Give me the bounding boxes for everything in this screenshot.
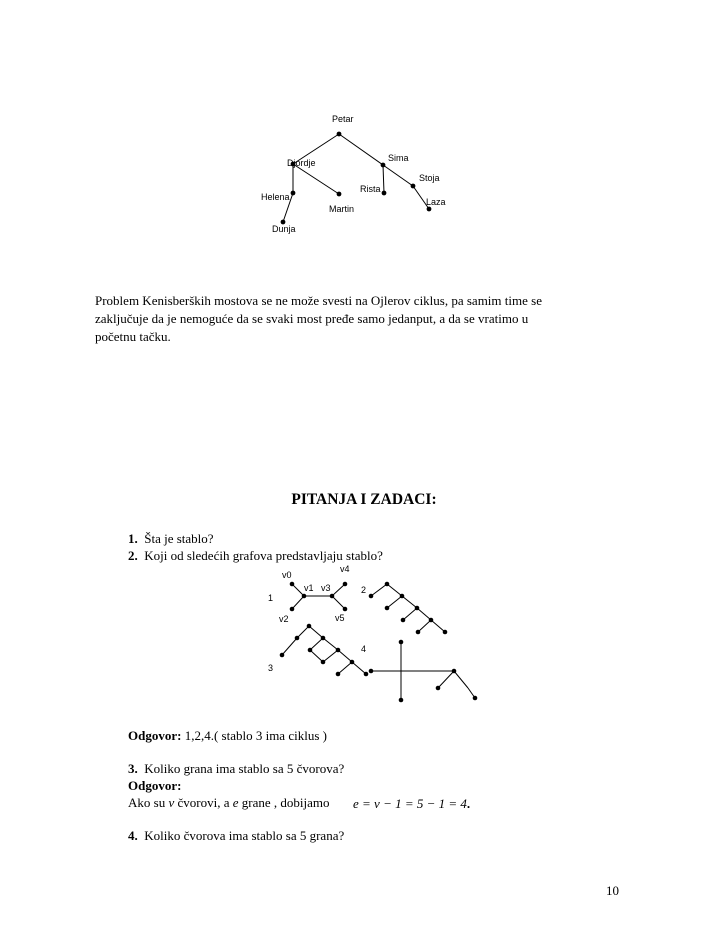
g1-node-v4 <box>343 582 348 587</box>
g3-node <box>336 672 341 677</box>
label-laza: Laza <box>426 197 446 207</box>
g3-node <box>321 636 326 641</box>
graph-3-label: 3 <box>268 663 274 673</box>
answer-1-label: Odgovor: <box>128 728 182 743</box>
g1-node-v3 <box>330 594 335 599</box>
answer-3-part-c: grane , dobijamo <box>238 795 330 810</box>
question-4 <box>128 827 344 844</box>
label-dunja: Dunja <box>272 224 296 234</box>
g3-node <box>308 648 313 653</box>
g3-node <box>336 648 341 653</box>
g4-node <box>473 696 478 701</box>
answer-3-text <box>128 794 329 811</box>
label-v3: v3 <box>321 583 331 593</box>
graph-2-label: 2 <box>361 585 367 595</box>
answer-3-formula <box>353 795 470 812</box>
paragraph-line-2: zaključuje da je nemoguće da se svaki most pređe samo jedanput, a da se vratimo u <box>95 311 529 326</box>
question-1-text: Šta je stablo? <box>144 531 214 546</box>
g4-node <box>369 669 374 674</box>
g1-node-v0 <box>290 582 295 587</box>
g3-node <box>321 660 326 665</box>
section-heading: PITANJA I ZADACI: <box>291 491 437 508</box>
question-4-number: 4. <box>128 828 138 843</box>
paragraph-line-1: Problem Kenisberških mostova se ne može svesti na Ojlerov ciklus, pa samim time se <box>95 293 542 308</box>
paragraph-line-3: početnu tačku. <box>95 329 171 344</box>
answer-3-label: Odgovor: <box>128 778 182 793</box>
answer-3-var-v: v <box>168 795 175 810</box>
label-v0: v0 <box>282 570 292 580</box>
g2-node <box>401 618 406 623</box>
page-number: 10 <box>606 883 619 898</box>
answer-1 <box>128 727 327 744</box>
question-3 <box>128 760 344 777</box>
label-v2: v2 <box>279 614 289 624</box>
g2-node <box>385 582 390 587</box>
g2-node <box>369 594 374 599</box>
label-v4: v4 <box>340 564 350 574</box>
graph-4 <box>361 640 477 703</box>
g1-node-v5 <box>343 607 348 612</box>
question-3-number: 3. <box>128 761 138 776</box>
graph-3 <box>268 624 368 677</box>
g3-node <box>280 653 285 658</box>
g2-node <box>385 606 390 611</box>
label-helena: Helena <box>261 192 290 202</box>
question-2-text: Koji od sledećih grafova predstavljaju stablo? <box>144 548 383 563</box>
question-3-text: Koliko grana ima stablo sa 5 čvorova? <box>144 761 345 776</box>
g4-node <box>436 686 441 691</box>
label-djordje: Djordje <box>287 158 316 168</box>
graph-1 <box>268 564 350 624</box>
formula-text: e = v − 1 = 5 − 1 = 4 <box>353 796 467 811</box>
g3-node <box>364 672 369 677</box>
g2-node <box>443 630 448 635</box>
question-2-number: 2. <box>128 548 138 563</box>
label-v5: v5 <box>335 613 345 623</box>
label-petar: Petar <box>332 114 354 124</box>
graph-1-label: 1 <box>268 593 274 603</box>
graph-2 <box>361 582 447 635</box>
label-martin: Martin <box>329 204 355 214</box>
g3-node <box>307 624 312 629</box>
g4-node <box>399 698 404 703</box>
question-4-text: Koliko čvorova ima stablo sa 5 grana? <box>144 828 345 843</box>
g4-node <box>452 669 457 674</box>
question-1-number: 1. <box>128 531 138 546</box>
label-stoja: Stoja <box>419 173 440 183</box>
g2-node <box>400 594 405 599</box>
g2-node <box>416 630 421 635</box>
g3-node <box>295 636 300 641</box>
g1-node-v2 <box>290 607 295 612</box>
label-v1: v1 <box>304 583 314 593</box>
g2-node <box>415 606 420 611</box>
g3-node <box>350 660 355 665</box>
g4-node <box>399 640 404 645</box>
answer-3-part-b: čvorovi, a <box>174 795 233 810</box>
answer-1-text: 1,2,4.( stablo 3 ima ciklus ) <box>181 728 327 743</box>
g1-node-v1 <box>302 594 307 599</box>
label-sima: Sima <box>388 153 409 163</box>
answer-3-part-a: Ako su <box>128 795 169 810</box>
label-rista: Rista <box>360 184 381 194</box>
graph-4-label: 4 <box>361 644 367 654</box>
formula-period: . <box>466 796 471 811</box>
answer-3-var-e: e <box>232 795 239 810</box>
g2-node <box>429 618 434 623</box>
